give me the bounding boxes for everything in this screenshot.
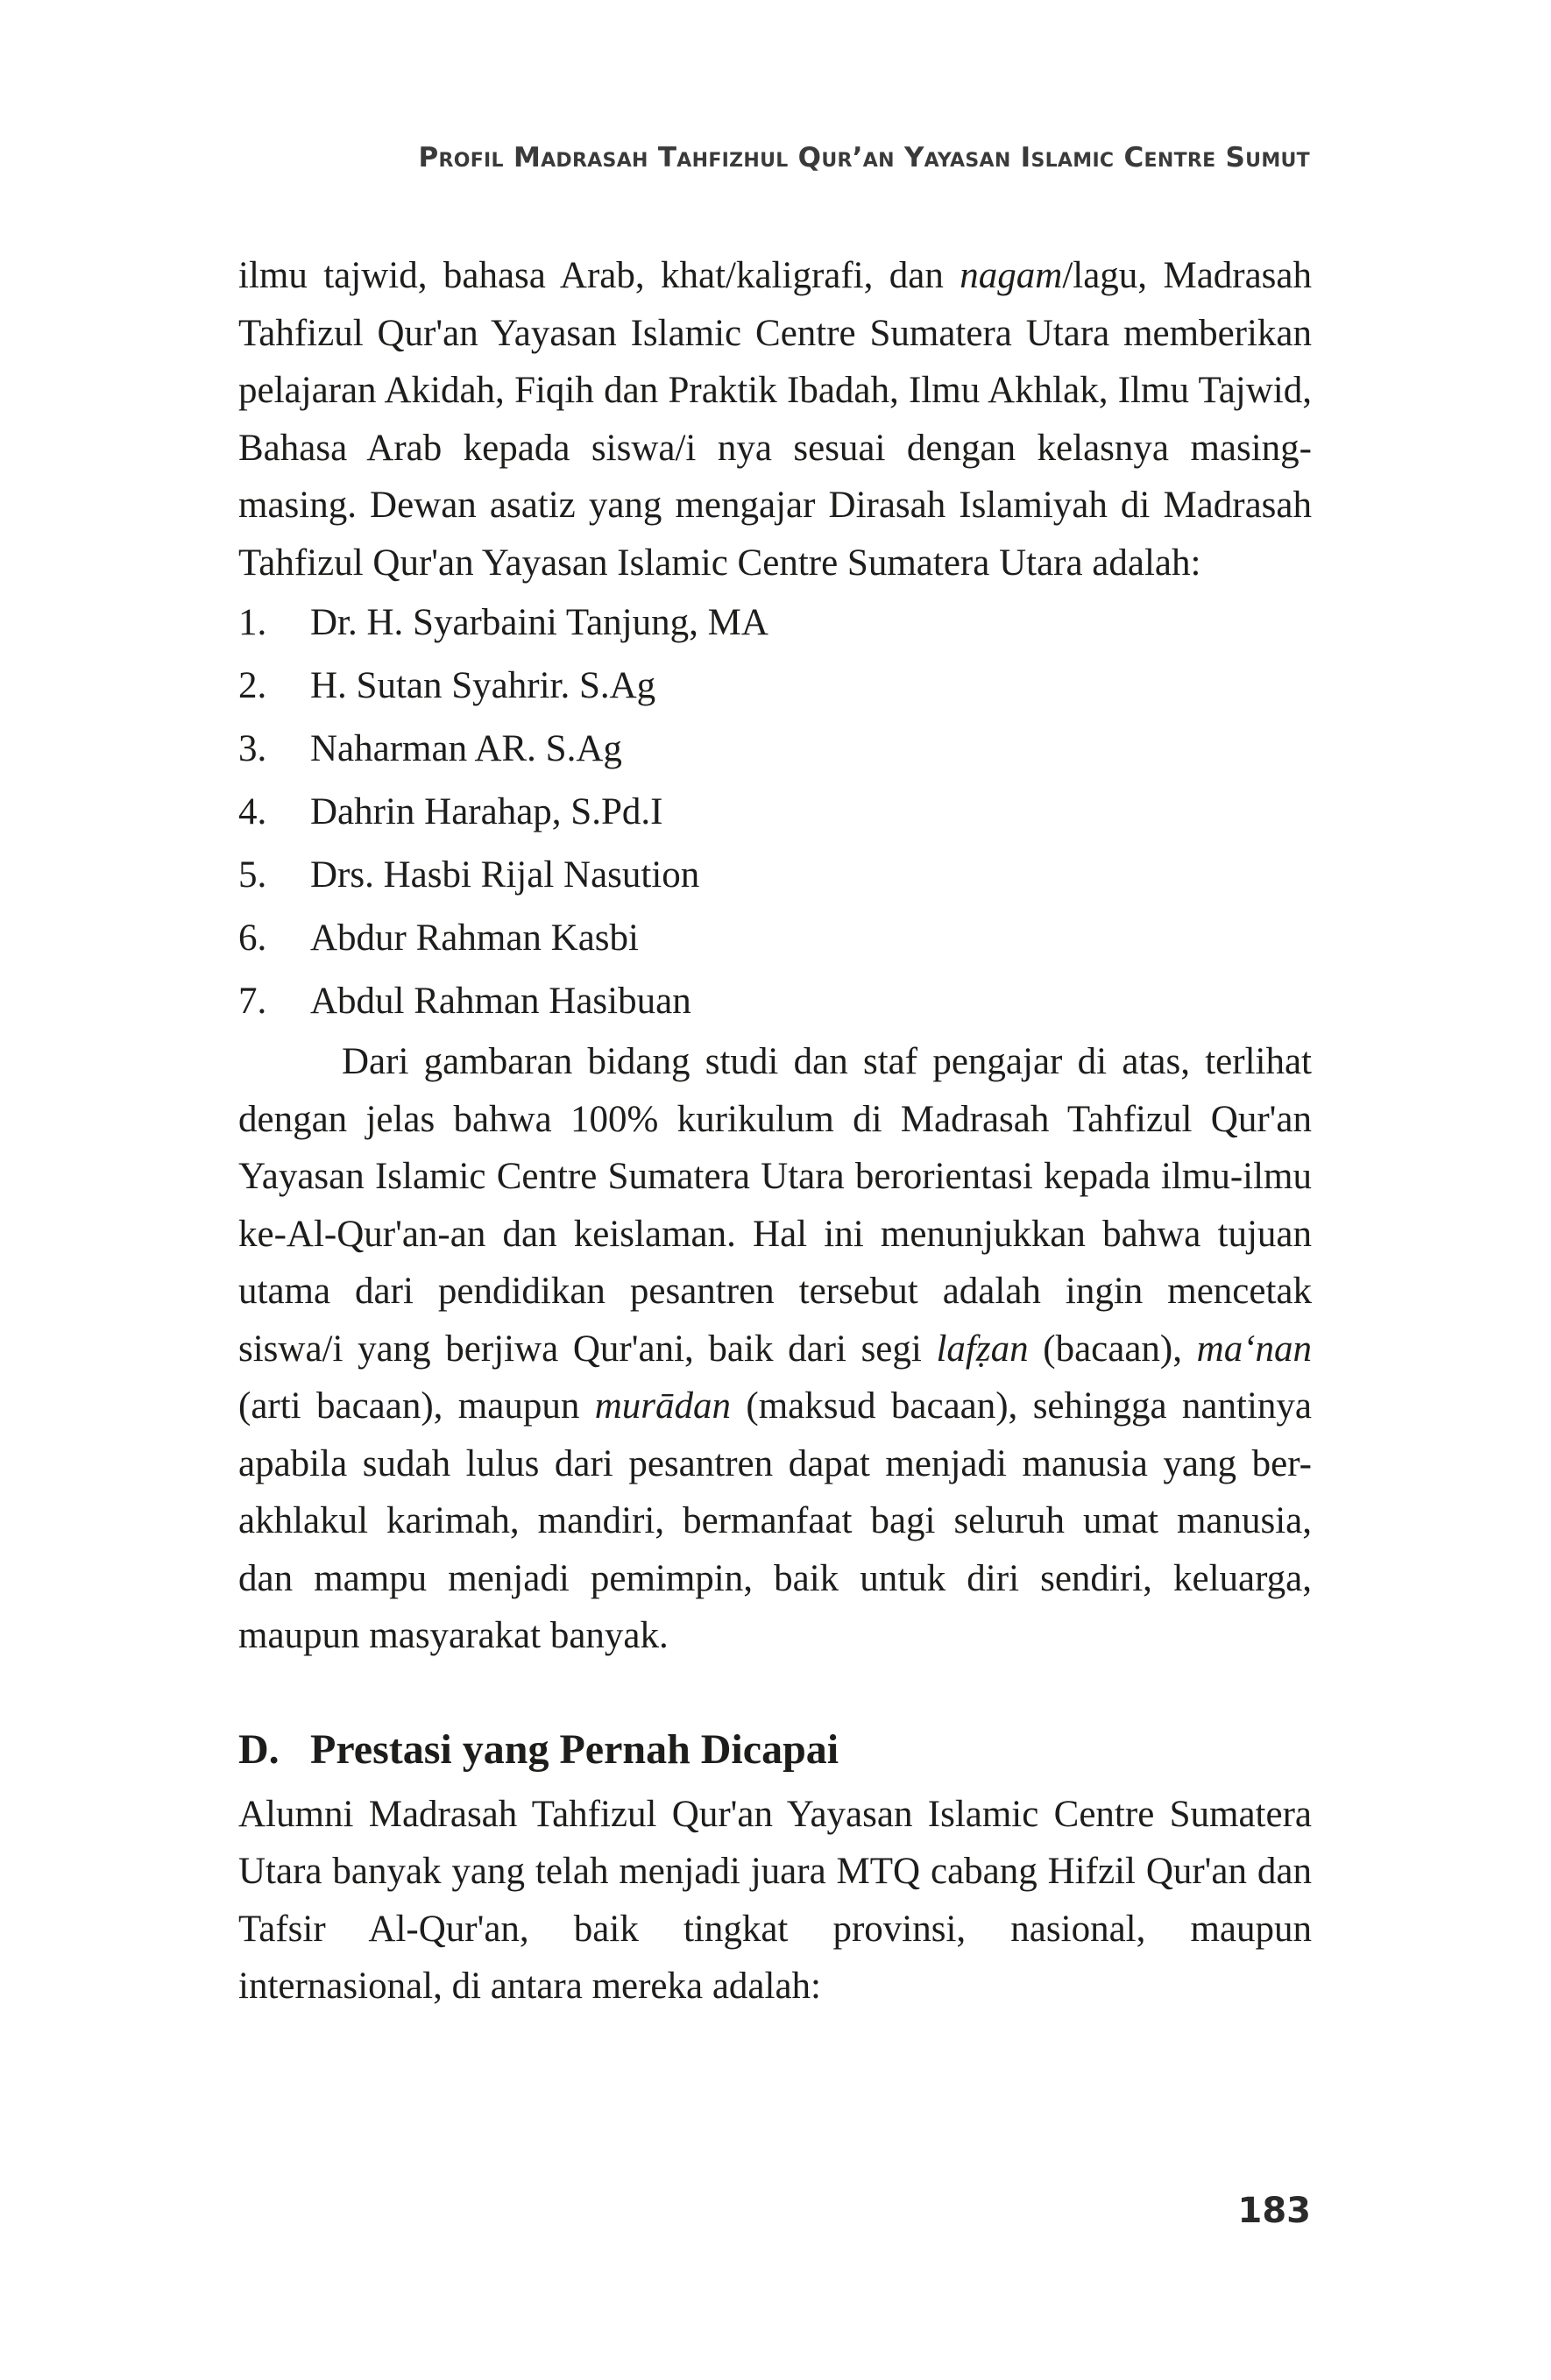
list-item-name: Abdul Rahman Hasibuan xyxy=(310,981,691,1022)
page-number: 183 xyxy=(1237,2191,1311,2231)
page-content xyxy=(238,247,1312,2015)
section-title-text: Prestasi yang Pernah Dicapai xyxy=(310,1725,839,1773)
section-d-paragraph: Alumni Madrasah Tahfizul Qur'an Yayasan Islamic Centre Sumatera Utara banyak yang telah menjadi juara MTQ cabang Hifzil Qur'an dan Tafsir Al-Qur'an, baik tingkat provinsi, nasional, maupun internasional, di antara mereka adalah: xyxy=(238,1793,1312,2007)
intro-paragraph xyxy=(238,247,1312,591)
summary-italic-manan: ma‘nan xyxy=(1196,1328,1313,1370)
list-item-name: Drs. Hasbi Rijal Nasution xyxy=(310,854,700,896)
list-item-name: H. Sutan Syahrir. S.Ag xyxy=(310,665,656,706)
list-item-number: 6. xyxy=(238,917,267,959)
summary-paragraph xyxy=(238,1033,1312,1665)
list-item-number: 2. xyxy=(238,665,267,706)
list-item xyxy=(238,844,1312,907)
summary-italic-muradan: murādan xyxy=(594,1385,732,1427)
section-letter: D. xyxy=(238,1725,280,1773)
list-item xyxy=(238,781,1312,844)
teacher-list xyxy=(238,591,1312,1033)
section-heading xyxy=(238,1721,1312,1779)
list-item xyxy=(238,970,1312,1033)
list-item-number: 4. xyxy=(238,791,267,832)
list-item-name: Naharman AR. S.Ag xyxy=(310,728,622,769)
list-item-name: Dahrin Harahap, S.Pd.I xyxy=(310,791,663,832)
list-item-name: Abdur Rahman Kasbi xyxy=(310,917,639,959)
intro-text-2: /lagu, Madrasah Tahfizul Qur'an Yayasan Islamic Centre Sumatera Utara memberikan pelajaran Akidah, Fiqih dan Praktik Ibadah, Ilmu Akhlak, Ilmu Tajwid, Bahasa Arab kepada siswa/i nya sesuai dengan kelasnya masing-masing. Dewan asatiz yang mengajar Dirasah Islamiyah di Madrasah Tahfizul Qur'an Yayasan Islamic Centre Sumatera Utara adalah: xyxy=(238,255,1313,584)
running-header: Profil Madrasah Tahfizhul Qur’an Yayasan Islamic Centre Sumut xyxy=(418,142,1310,174)
summary-text-4: (maksud bacaan), sehingga nantinya apabila sudah lulus dari pesantren dapat menjadi manusia yang ber-akhlakul karimah, mandiri, bermanfaat bagi seluruh umat manusia, dan mampu menjadi pemimpin, baik untuk diri sendiri, keluarga, maupun masyarakat banyak. xyxy=(238,1385,1312,1656)
list-item-number: 5. xyxy=(238,854,267,896)
list-item-name: Dr. H. Syarbaini Tanjung, MA xyxy=(310,602,768,643)
summary-text-2: (bacaan), xyxy=(1028,1328,1197,1370)
summary-text-3: (arti bacaan), maupun xyxy=(238,1385,595,1427)
list-item-number: 3. xyxy=(238,728,267,769)
intro-italic-nagam: nagam xyxy=(960,255,1063,296)
list-item xyxy=(238,655,1312,718)
summary-text-1: Dari gambaran bidang studi dan staf pengajar di atas, terlihat dengan jelas bahwa 100% kurikulum di Madrasah Tahfizul Qur'an Yayasan Islamic Centre Sumatera Utara berorientasi kepada ilmu-ilmu ke-Al-Qur'an-an dan keislaman. Hal ini menunjukkan bahwa tujuan utama dari pendidikan pesantren tersebut adalah ingin mencetak siswa/i yang berjiwa Qur'ani, baik dari segi xyxy=(238,1041,1312,1370)
list-item-number: 7. xyxy=(238,981,267,1022)
list-item-number: 1. xyxy=(238,602,267,643)
intro-text-1: ilmu tajwid, bahasa Arab, khat/kaligrafi, dan xyxy=(238,255,960,296)
list-item xyxy=(238,591,1312,655)
list-item xyxy=(238,718,1312,781)
list-item xyxy=(238,907,1312,970)
summary-italic-lafzan: lafẓan xyxy=(936,1328,1029,1370)
